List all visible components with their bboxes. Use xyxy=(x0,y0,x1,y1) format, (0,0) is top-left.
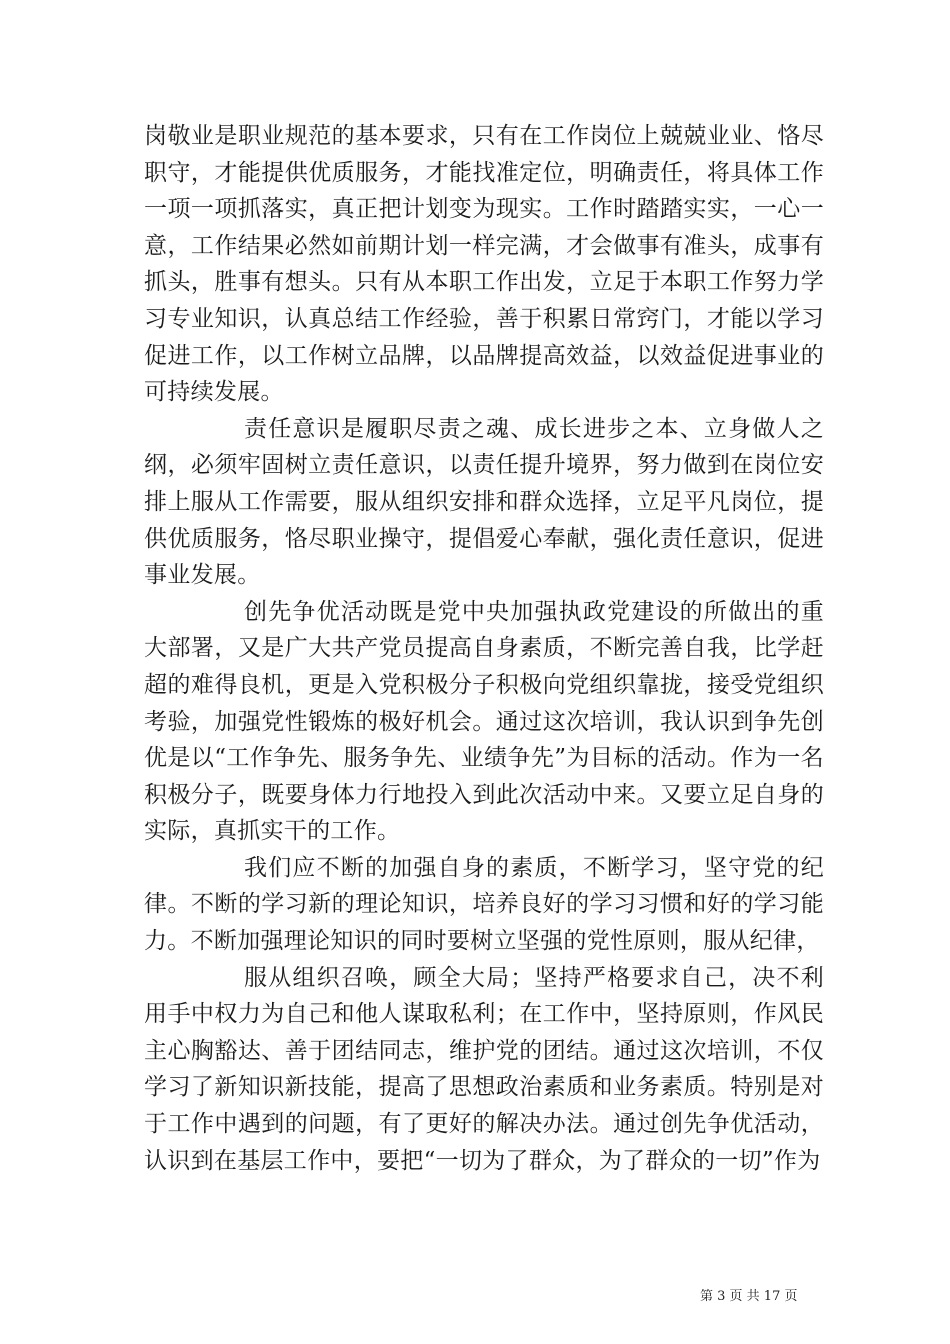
paragraph-2: 责任意识是履职尽责之魂、成长进步之本、立身做人之纲，必须牢固树立责任意识，以责任提升境界，努力做到在岗位安排上服从工作需要，服从组织安排和群众选择，立足平凡岗位，提供优质服务，恪尽职业操守，提倡爱心奉献，强化责任意识，促进事业发展。 xyxy=(144,415,824,589)
paragraph-3: 创先争优活动既是党中央加强执政党建设的所做出的重大部署，又是广大共产党员提高自身素质，不断完善自我，比学赶超的难得良机，更是入党积极分子积极向党组织靠拢，接受党组织考验，加强党性锻炼的极好机会。通过这次培训，我认识到争先创优是以“工作争先、服务争先、业绩争先”为目标的活动。作为一名积极分子，既要身体力行地投入到此次活动中来。又要立足自身的实际，真抓实干的工作。 xyxy=(144,598,824,845)
paragraph-4: 我们应不断的加强自身的素质，不断学习，坚守党的纪律。不断的学习新的理论知识，培养良好的学习习惯和好的学习能力。不断加强理论知识的同时要树立坚强的党性原则，服从纪律， xyxy=(144,854,824,955)
paragraph-5: 服从组织召唤，顾全大局；坚持严格要求自己，决不利用手中权力为自己和他人谋取私利；在工作中，坚持原则，作风民主心胸豁达、善于团结同志，维护党的团结。通过这次培训，不仅学习了新知识新技能，提高了思想政治素质和业务素质。特别是对于工作中遇到的问题，有了更好的解决办法。通过创先争优活动，认识到在基层工作中，要把“一切为了群众，为了群众的一切”作为 xyxy=(144,964,824,1174)
page-footer: 第 3 页 共 17 页 xyxy=(700,1289,798,1304)
body-text xyxy=(144,118,824,1179)
paragraph-1: 岗敬业是职业规范的基本要求，只有在工作岗位上兢兢业业、恪尽职守，才能提供优质服务，才能找准定位，明确责任，将具体工作一项一项抓落实，真正把计划变为现实。工作时踏踏实实，一心一意，工作结果必然如前期计划一样完满，才会做事有准头，成事有抓头，胜事有想头。只有从本职工作出发，立足于本职工作努力学习专业知识，认真总结工作经验，善于积累日常窍门，才能以学习促进工作，以工作树立品牌，以品牌提高效益，以效益促进事业的可持续发展。 xyxy=(144,123,824,406)
